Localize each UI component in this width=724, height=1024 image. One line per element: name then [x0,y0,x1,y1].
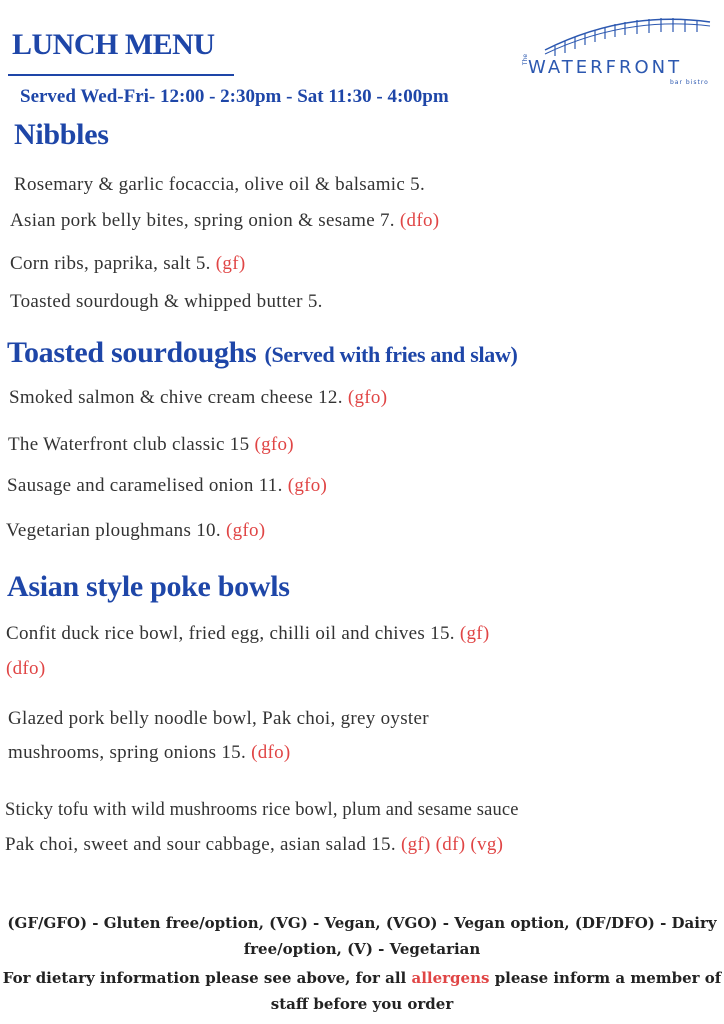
allergen-notice-line [0,965,724,991]
dietary-tag: (gf) (df) (vg) [400,834,504,855]
dietary-tag: (gf) [215,253,246,274]
serving-hours: Served Wed-Fri- 12:00 - 2:30pm - Sat 11:30 - 4:00pm [20,86,449,107]
logo-the-text: The [522,53,530,66]
menu-item [6,623,490,645]
page-title: LUNCH MENU [12,28,215,61]
section-heading-nibbles: Nibbles [14,118,109,151]
item-text: Sausage and caramelised onion 11. [7,475,283,496]
item-text: Corn ribs, paprika, salt 5. [10,253,211,274]
section-title: Toasted sourdoughs [7,336,257,369]
item-text: mushrooms, spring onions 15. [8,742,246,763]
dietary-tag: (dfo) [6,658,46,679]
section-subtitle: (Served with fries and slaw) [264,342,518,367]
dietary-tag: (gfo) [347,387,388,408]
dietary-key-line: (GF/GFO) - Gluten free/option, (VG) - Vegan, (VGO) - Vegan option, (DF/DFO) - Dairy [7,914,717,932]
dietary-tag: (gfo) [225,520,266,541]
dietary-tag: (dfo) [399,210,440,231]
item-text: Glazed pork belly noodle bowl, Pak choi, grey oyster [8,708,429,729]
menu-item-continued [8,742,291,764]
logo-name: WATERFRONT [528,57,683,78]
menu-item [8,434,294,456]
logo-subtitle: bar bistro [670,79,709,86]
menu-item [10,253,245,275]
item-text: Sticky tofu with wild mushrooms rice bowl, plum and sesame sauce [5,800,519,820]
allergens-highlight: allergens [411,969,490,987]
menu-item [7,475,327,497]
dietary-tag: (gfo) [254,434,294,455]
menu-item [10,210,439,232]
dietary-tag: (gf) [459,623,490,644]
notice-text: please inform a member of [494,969,722,987]
allergen-notice-line: staff before you order [270,995,454,1013]
item-text: Rosemary & garlic focaccia, olive oil & balsamic 5. [14,174,425,195]
item-text: Confit duck rice bowl, fried egg, chilli oil and chives 15. [6,623,455,644]
menu-item-continued [6,658,45,680]
section-heading-sourdoughs [7,336,518,370]
dietary-tag: (dfo) [251,742,291,763]
item-text: The Waterfront club classic 15 [8,434,250,455]
notice-text: For dietary information please see above, for all [2,969,407,987]
menu-item-continued [5,834,503,856]
section-heading-poke-bowls: Asian style poke bowls [7,570,290,603]
menu-item [5,800,519,821]
dietary-key-line: free/option, (V) - Vegetarian [243,940,481,958]
allergen-notice [0,965,724,1017]
menu-item [8,708,429,730]
dietary-tag: (gfo) [287,475,328,496]
menu-item [6,520,265,542]
item-text: Vegetarian ploughmans 10. [6,520,221,541]
item-text: Smoked salmon & chive cream cheese 12. [9,387,343,408]
title-underline [8,74,234,76]
item-text: Toasted sourdough & whipped butter 5. [10,291,323,312]
menu-item [9,387,387,409]
menu-item [14,174,425,196]
dietary-key [0,910,724,962]
item-text: Pak choi, sweet and sour cabbage, asian salad 15. [5,834,396,855]
menu-item [10,291,323,313]
item-text: Asian pork belly bites, spring onion & sesame 7. [10,210,395,231]
